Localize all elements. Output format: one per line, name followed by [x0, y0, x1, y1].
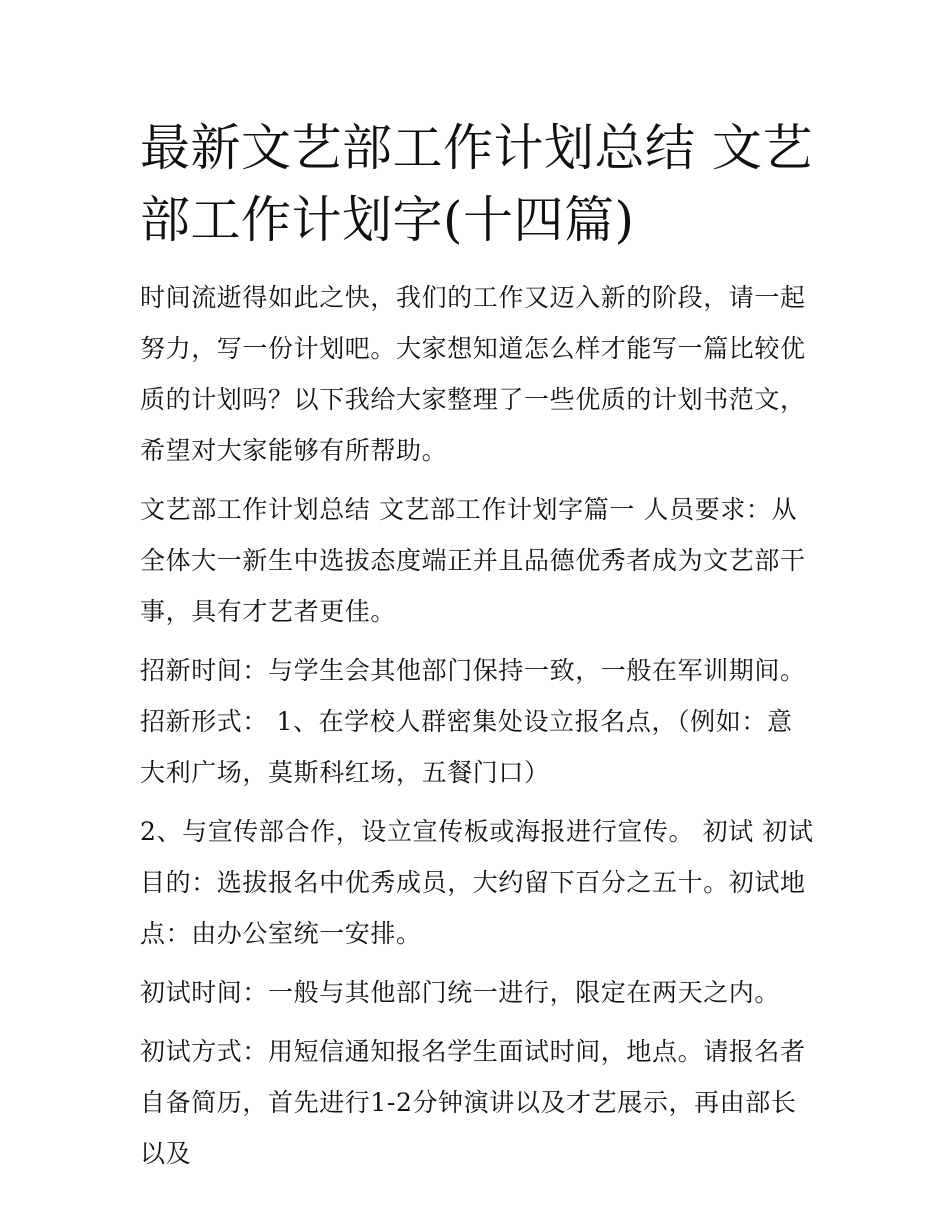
paragraph-intro: 时间流逝得如此之快，我们的工作又迈入新的阶段，请一起努力，写一份计划吧。大家想知道怎么样才能写一篇比较优质的计划吗？以下我给大家整理了一些优质的计划书范文，希望对大家能够有所帮助。 [140, 283, 806, 465]
document-body [140, 112, 815, 1187]
paragraph-preliminary-time: 初试时间：一般与其他部门统一进行，限定在两天之内。 [140, 978, 781, 1007]
document-title: 最新文艺部工作计划总结 文艺部工作计划字(十四篇) [140, 119, 813, 249]
paragraph-personnel-requirements: 文艺部工作计划总结 文艺部工作计划字篇一 人员要求：从全体大一新生中选拔态度端正并且品德优秀者成为文艺部干事，具有才艺者更佳。 [140, 495, 806, 626]
paragraph-recruitment-time: 招新时间：与学生会其他部门保持一致，一般在军训期间。招新形式： 1、在学校人群密集处设立报名点，（例如：意大利广场，莫斯科红场，五餐门口） [140, 656, 806, 787]
paragraph-preliminary-method: 初试方式：用短信通知报名学生面试时间，地点。请报名者自备简历，首先进行1-2分钟演讲以及才艺展示，再由部长以及 [140, 1037, 806, 1168]
paragraph-publicity-preliminary: 2、与宣传部合作，设立宣传板或海报进行宣传。 初试 初试目的：选拔报名中优秀成员，大约留下百分之五十。初试地点：由办公室统一安排。 [140, 817, 814, 948]
